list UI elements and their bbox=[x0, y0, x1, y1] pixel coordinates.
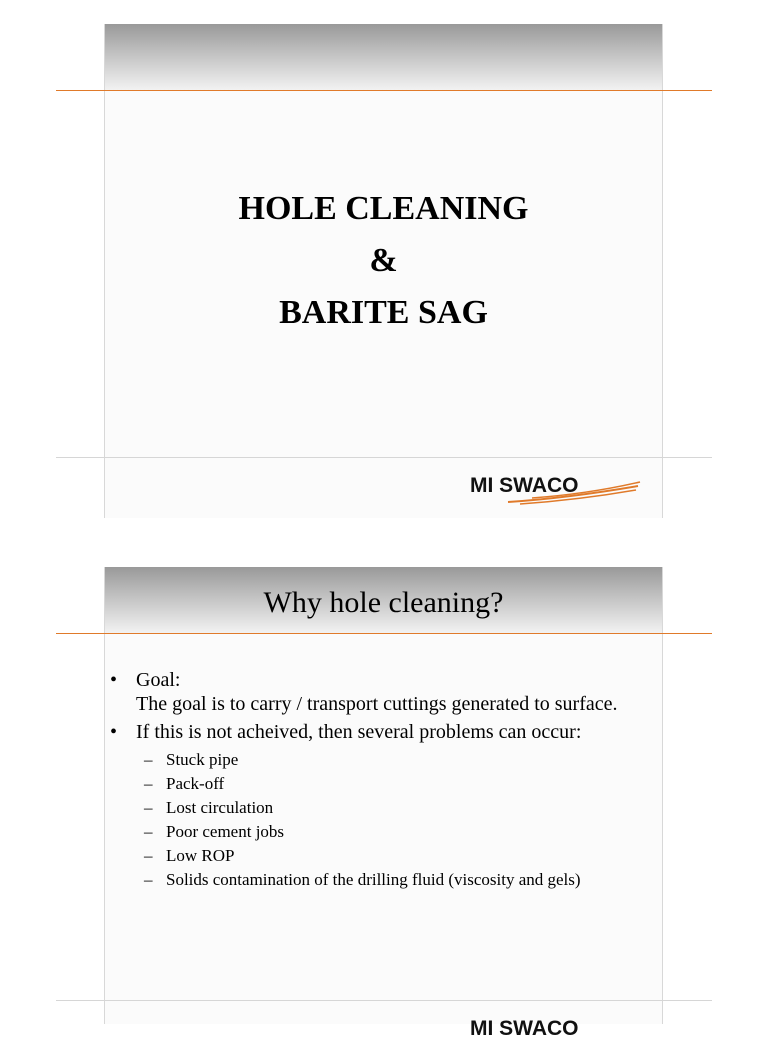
slide1-title bbox=[104, 183, 663, 339]
dash: – bbox=[144, 846, 153, 865]
bullet-label: If this is not acheived, then several problems can occur: bbox=[136, 721, 582, 743]
problem-item bbox=[144, 748, 650, 772]
miswaco-logo-icon bbox=[468, 472, 648, 506]
dash: – bbox=[144, 822, 153, 841]
bullet-list bbox=[110, 668, 650, 892]
problem-list bbox=[110, 748, 650, 892]
bullet-dot: • bbox=[110, 721, 118, 743]
problem-item bbox=[144, 868, 650, 892]
title-line-2: & bbox=[369, 242, 398, 279]
dash: – bbox=[144, 870, 153, 889]
header-divider-line bbox=[56, 633, 712, 634]
title-line-1: HOLE CLEANING bbox=[238, 190, 529, 227]
bullet-text: The goal is to carry / transport cuttings generated to surface. bbox=[136, 693, 618, 715]
problem-text: Solids contamination of the drilling fluid (viscosity and gels) bbox=[166, 870, 581, 889]
problem-text: Lost circulation bbox=[166, 798, 274, 817]
problem-item bbox=[144, 844, 650, 868]
problem-text: Stuck pipe bbox=[166, 750, 239, 769]
problem-item bbox=[144, 796, 650, 820]
problem-item bbox=[144, 820, 650, 844]
footer-divider-line bbox=[56, 457, 712, 458]
problem-text: Pack-off bbox=[166, 774, 225, 793]
svg-text:MI SWACO: MI SWACO bbox=[470, 474, 579, 497]
problem-text: Low ROP bbox=[166, 846, 235, 865]
footer-divider-line bbox=[56, 1000, 712, 1001]
slide2-title: Why hole cleaning? bbox=[263, 586, 504, 619]
dash: – bbox=[144, 750, 153, 769]
bullet-item bbox=[110, 720, 650, 744]
slide-header-gradient bbox=[105, 24, 662, 90]
dash: – bbox=[144, 774, 153, 793]
bullet-label: Goal: bbox=[136, 669, 181, 691]
title-line-3: BARITE SAG bbox=[279, 294, 488, 331]
problem-item bbox=[144, 772, 650, 796]
problem-text: Poor cement jobs bbox=[166, 822, 285, 841]
header-divider-line bbox=[56, 90, 712, 91]
bullet-item bbox=[110, 668, 650, 716]
miswaco-logo-icon bbox=[468, 1015, 648, 1049]
dash: – bbox=[144, 798, 153, 817]
bullet-dot: • bbox=[110, 669, 118, 691]
svg-text:MI SWACO: MI SWACO bbox=[470, 1017, 579, 1040]
